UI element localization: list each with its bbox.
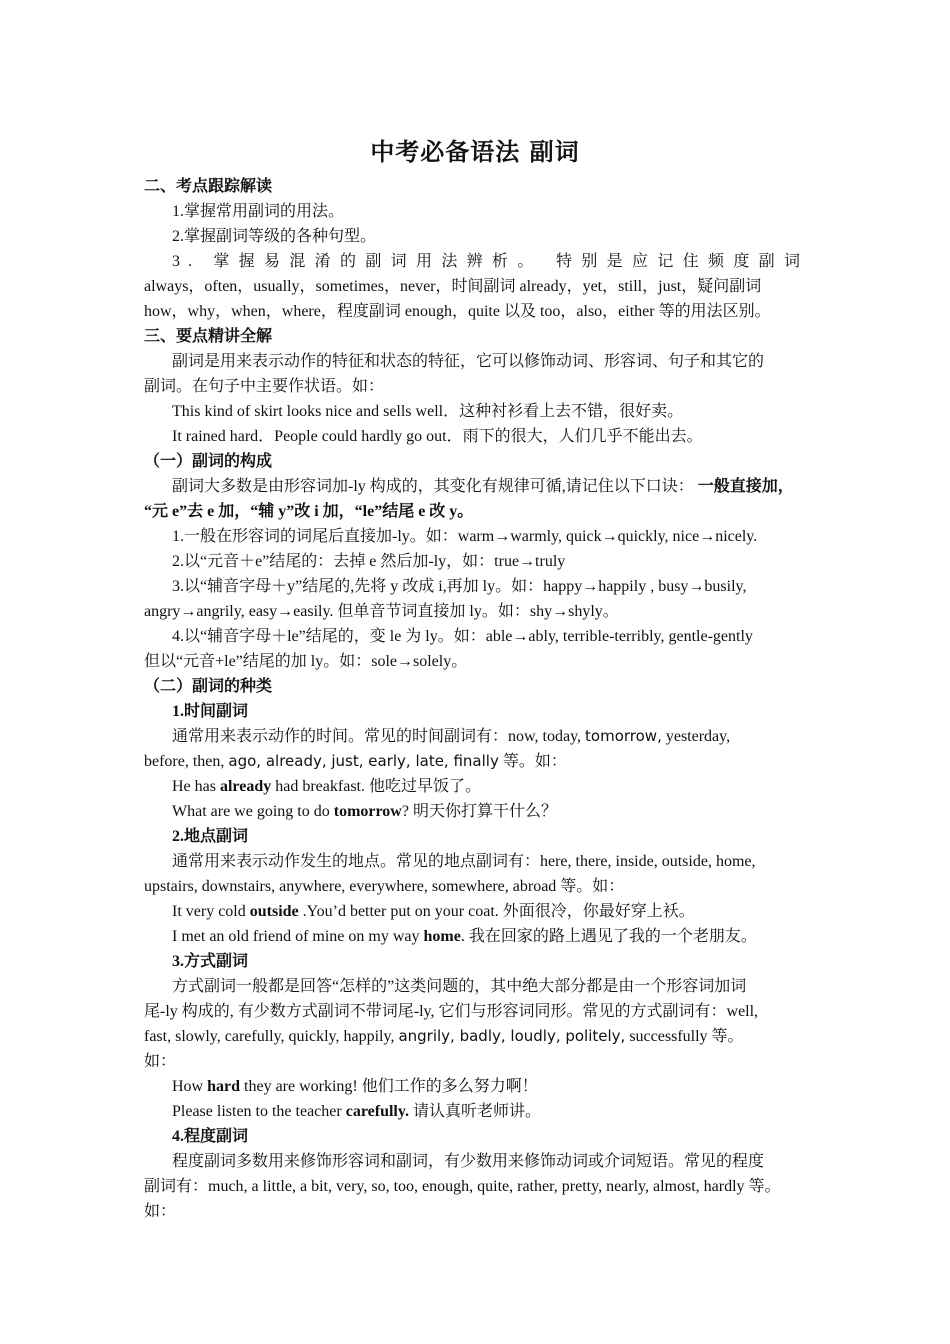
type-heading-degree: 4.程度副词: [172, 1128, 249, 1145]
keyword: tomorrow: [333, 803, 402, 820]
keyword: hard: [207, 1078, 241, 1095]
paragraph-line: 如：: [144, 1203, 177, 1220]
text: tomorrow,: [585, 727, 662, 745]
mnemonic-bold: 一般直接加，: [697, 478, 794, 495]
paragraph: 2.掌握副词等级的各种句型。: [172, 228, 377, 245]
text: What are we going to do: [172, 803, 330, 820]
page-title: 中考必备语法 副词: [370, 137, 580, 166]
example-sentence: [144, 924, 808, 949]
text: It very cold: [172, 903, 246, 920]
paragraph-line: always，often，usually，sometimes，never，时间副词 already，yet，still，just，疑问副词: [144, 278, 762, 295]
text: angrily, badly, loudly, politely,: [398, 1027, 626, 1045]
paragraph: [144, 474, 808, 499]
paragraph-line: how，why，when，where，程度副词 enough，quite 以及 too，also，either 等的用法区别。: [144, 303, 771, 320]
rule-item: 2.以“元音＋e”结尾的：去掉 e 然后加-ly，如：true→truly: [172, 553, 566, 570]
rule-item-line: angry→angrily, easy→easily. 但单音节词直接加 ly。如：shy→shyly。: [144, 603, 619, 620]
paragraph: 1.掌握常用副词的用法。: [172, 203, 345, 220]
type-heading-place: 2.地点副词: [172, 828, 249, 845]
text: .You’d better put on your coat. 外面很冷，你最好穿上袄。: [302, 903, 695, 920]
paragraph-line: 尾-ly 构成的, 有少数方式副词不带词尾-ly, 它们与形容词同形。常见的方式副词有：well,: [144, 1003, 759, 1020]
paragraph-line: upstairs, downstairs, anywhere, everywhere, somewhere, abroad 等。如：: [144, 878, 625, 895]
paragraph: 程度副词多数用来修饰形容词和副词，有少数用来修饰动词或介词短语。常见的程度: [172, 1153, 765, 1170]
paragraph: [144, 724, 808, 749]
paragraph: 方式副词一般都是回答“怎样的”这类问题的，其中绝大部分都是由一个形容词加词: [172, 978, 747, 995]
text: He has: [172, 778, 216, 795]
type-heading-time: 1.时间副词: [172, 703, 249, 720]
text: Please listen to the teacher: [172, 1103, 342, 1120]
paragraph-line: [144, 749, 808, 774]
text: before, then,: [144, 753, 225, 770]
section-heading-essentials: 三、要点精讲全解: [144, 328, 273, 345]
rule-item: 4.以“辅音字母＋le”结尾的，变 le 为 ly。如：able→ably, terrible-terribly, gentle-gently: [172, 628, 753, 645]
text: . 我在回家的路上遇见了我的一个老朋友。: [460, 928, 757, 945]
keyword: already: [219, 778, 272, 795]
text: 通常用来表示动作的时间。常见的时间副词有：now, today,: [172, 728, 582, 745]
paragraph-line: 副词。在句子中主要作状语。如：: [144, 378, 385, 395]
rule-item: 1.一般在形容词的词尾后直接加-ly。如：warm→warmly, quick→quickly, nice→nicely.: [172, 528, 758, 545]
example-sentence: [144, 899, 808, 924]
text: they are working! 他们工作的多么努力啊！: [244, 1078, 538, 1095]
paragraph-line: 副词有：much, a little, a bit, very, so, too, enough, quite, rather, pretty, nearly, almost, hardly 等。: [144, 1178, 781, 1195]
section-heading-key-points: 二、考点跟踪解读: [144, 178, 273, 195]
text: fast, slowly, carefully, quickly, happily,: [144, 1028, 395, 1045]
text: had breakfast. 他吃过早饭了。: [275, 778, 481, 795]
rule-item-line: 但以“元音+le”结尾的加 ly。如：sole→solely。: [144, 653, 468, 670]
example-sentence: This kind of skirt looks nice and sells well．这种衬衫看上去不错，很好卖。: [172, 403, 684, 420]
example-sentence: [144, 1074, 808, 1099]
example-sentence: [144, 799, 808, 824]
text: successfully 等。: [629, 1028, 744, 1045]
example-sentence: It rained hard．People could hardly go out．雨下的很大，人们几乎不能出去。: [172, 428, 703, 445]
keyword: outside: [249, 903, 299, 920]
text: 副词大多数是由形容词加-ly 构成的，其变化有规律可循,请记住以下口诀：: [172, 478, 694, 495]
paragraph: 副词是用来表示动作的特征和状态的特征，它可以修饰动词、形容词、句子和其它的: [172, 353, 765, 370]
subsection-heading-formation: （一）副词的构成: [144, 453, 273, 470]
mnemonic-bold-line: “元 e”去 e 加，“辅 y”改 i 加，“le”结尾 e 改 y。: [144, 503, 474, 520]
text: ago, already, just, early, late, finally: [228, 752, 499, 770]
type-heading-manner: 3.方式副词: [172, 953, 249, 970]
text: 请认真听老师讲。: [412, 1103, 541, 1120]
text: yesterday,: [665, 728, 731, 745]
document-body: [144, 174, 808, 1224]
text: ? 明天你打算干什么？: [401, 803, 557, 820]
text: I met an old friend of mine on my way: [172, 928, 420, 945]
text: How: [172, 1078, 204, 1095]
example-sentence: [144, 1099, 808, 1124]
example-sentence: [144, 774, 808, 799]
keyword: carefully.: [345, 1103, 409, 1120]
paragraph: 3. 掌握易混淆的副词用法辨析。 特别是应记住频度副词: [172, 253, 808, 270]
keyword: home: [423, 928, 461, 945]
paragraph-line: [144, 1024, 808, 1049]
text: 等。如：: [502, 753, 567, 770]
paragraph: 通常用来表示动作发生的地点。常见的地点副词有：here, there, inside, outside, home,: [172, 853, 756, 870]
paragraph-line: 如：: [144, 1053, 177, 1070]
subsection-heading-types: （二）副词的种类: [144, 678, 273, 695]
rule-item: 3.以“辅音字母＋y”结尾的,先将 y 改成 i,再加 ly。如：happy→happily , busy→busily,: [172, 578, 747, 595]
